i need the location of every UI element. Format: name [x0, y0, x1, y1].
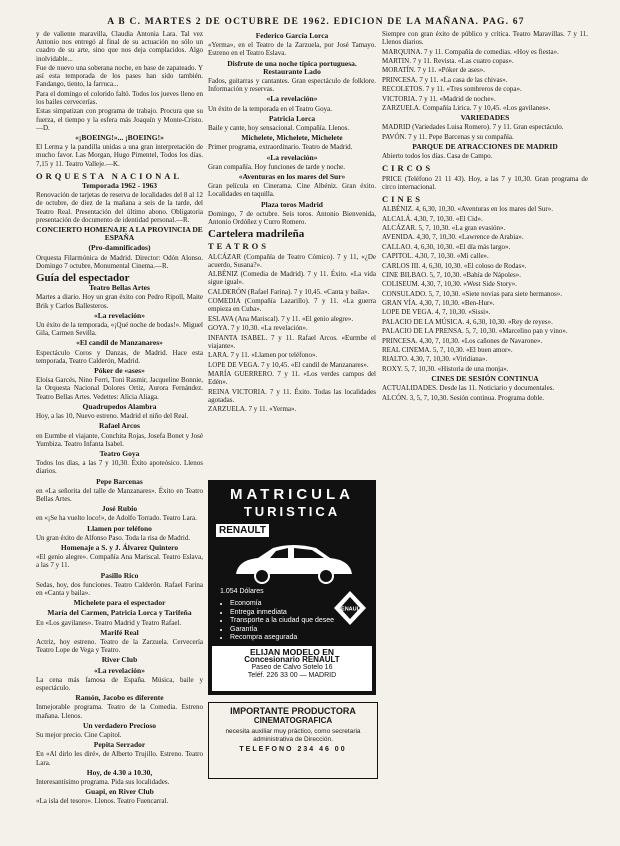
- paragraph: AVENIDA. 4,30, 7, 10,30. «Lawrence de Arabia».: [382, 233, 524, 242]
- paragraph: Un éxito de la temporada en el Teatro Goya.: [208, 104, 332, 113]
- ad-dealer-box: [212, 646, 372, 691]
- paragraph: REAL CINEMA. 5, 7, 10,30. «El buen amor».: [382, 346, 513, 355]
- renault-advertisement: [208, 480, 376, 695]
- paragraph: en «¡Se ha vuelto loco!», de Adolfo Torrado. Teatro Lara.: [36, 514, 197, 523]
- paragraph: Para el domingo el colorido faltó. Todos los jueves lleno en los bailes cervecerías.: [36, 89, 203, 106]
- productora-advertisement: [208, 702, 378, 779]
- paragraph: GOYA. 7 y 10,30. «La revelación».: [208, 324, 308, 333]
- paragraph: GRAN VÍA. 4,30, 7, 10,30. «Ben-Hur».: [382, 299, 495, 308]
- heading: Llamen por teléfono: [87, 523, 152, 533]
- column-middle: [208, 30, 376, 480]
- heading: Disfrute de una noche típica portuguesa. Restaurante Lado: [227, 58, 357, 76]
- paragraph: En «Al dirlo les diré», de Alberto Trujillo. Estreno. Teatro Lara.: [36, 750, 203, 767]
- paragraph: PALACIO DE LA PRENSA. 5, 7, 10,30. «Marcelino pan y vino».: [382, 327, 568, 336]
- paragraph: En «Los gavilanes». Teatro Madrid y Teatro Rafael.: [36, 618, 182, 627]
- heading: «La revelación»: [94, 665, 145, 675]
- paragraph: ALCÁZAR (Compañía de Teatro Cómico). 7 y 11, «¿De acuerdo, Susana?».: [208, 252, 376, 269]
- paragraph: LOPE DE VEGA. 7 y 10,45. «El candil de Manzanares».: [208, 360, 369, 369]
- heading: Rafael Arcos: [99, 421, 140, 431]
- paragraph: Sedas, hoy, dos funciones. Teatro Calderón. Rafael Farina en «Canta y baila».: [36, 580, 203, 597]
- heading: Pasillo Rico: [100, 570, 139, 580]
- heading: Michelete, Michelete, Michelete: [241, 133, 343, 143]
- paragraph: Un éxito de la temporada, «¡Qué noche de bodas!». Miguel Gila, Carmen Sevilla.: [36, 321, 203, 338]
- paragraph: PRINCESA. 7 y 11. «La casa de las chivas».: [382, 75, 508, 84]
- paragraph: Siempre con gran éxito de público y crítica. Teatro Maravillas. 7 y 11. Llenos diarios.: [382, 30, 588, 47]
- paragraph: CINE BILBAO. 5, 7, 10,30. «Bahía de Nápoles».: [382, 270, 522, 279]
- paragraph: Fue de nuevo una soberana noche, en base de zapateado. Y así esta temporada de los pases han sido también. Fandango, tiento, la farruca...: [36, 64, 203, 89]
- paragraph: Primer programa, extraordinario. Teatro de Madrid.: [208, 143, 353, 152]
- paragraph: CAPITOL. 4,30, 7, 10,30. «Mi calle».: [382, 252, 489, 261]
- paragraph: en «La señorita del talle de Manzanares». Éxito en Teatro Bellas Artes.: [36, 486, 203, 503]
- heading: CIRCOS: [382, 163, 434, 174]
- paragraph: ROXY. 5, 7, 10,30. «Historia de una monja».: [382, 364, 509, 373]
- paragraph: «Yerma», en el Teatro de la Zarzuela, por José Tamayo. Estreno en el Teatro Eslava.: [208, 41, 376, 58]
- ad2-title1: IMPORTANTE PRODUCTORA: [230, 706, 356, 716]
- paragraph: Domingo, 7 de octubre. Seis toros. Antonio Bienvenida, Antonio Ordóñez y Curro Romero.: [208, 209, 376, 227]
- ad-feature: • Garantía: [230, 626, 334, 635]
- ad-phone: Teléf. 226 33 00 — MADRID: [247, 672, 337, 679]
- paragraph: Espectáculo Coros y Danzas, de Madrid. Hace esta temporada, Teatro Calderón, Madrid.: [36, 348, 203, 365]
- ad-brand: RENAULT: [216, 524, 269, 537]
- heading: Guapi, en River Club: [85, 787, 154, 797]
- heading: José Rubio: [101, 504, 138, 514]
- paragraph: «La isla del tesoro». Llenos. Teatro Fuencarral.: [36, 797, 169, 806]
- paragraph: PALACIO DE LA MÚSICA. 4, 6,30, 10,30. «Rey de reyes».: [382, 317, 553, 326]
- heading: «La revelación»: [94, 310, 145, 320]
- heading: Michelete para el espectador: [73, 598, 166, 608]
- paragraph: Inmejorable programa. Teatro de la Comedia. Estreno mañana. Llenos.: [36, 703, 203, 720]
- paragraph: RECOLETOS. 7 y 11. «Tres sombreros de copa».: [382, 85, 522, 94]
- heading: VARIEDADES: [460, 113, 510, 123]
- heading: Plaza toros Madrid: [261, 199, 323, 209]
- paragraph: ALCÓN. 3, 5, 7, 10,30. Sesión continua. Programa doble.: [382, 393, 545, 402]
- paragraph: Gran película en Cinerama. Cine Albéniz. Gran éxito. Localidades en taquilla.: [208, 182, 376, 199]
- paragraph: Abierto todos los días. Casa de Campo.: [382, 152, 493, 161]
- paragraph: Interesantísimo programa. Pida sus localidades.: [36, 778, 170, 787]
- paragraph: COLISEUM. 4,30, 7, 10,30. «West Side Story».: [382, 280, 517, 289]
- heading: «¡BOEING!»... ¡BOEING!»: [75, 133, 164, 142]
- ad2-phone: TELEFONO 234 46 00: [239, 746, 347, 753]
- paragraph: «El genio alegre». Compañía Ana Mariscal. Teatro Eslava, a las 7 y 11.: [36, 553, 203, 570]
- paragraph: ZARZUELA. Compañía Lírica. 7 y 10,45. «Los gavilanes».: [382, 103, 551, 112]
- paragraph: PRINCESA. 4,30, 7, 10,30. «Los cañones de Navarone».: [382, 336, 543, 345]
- heading: Teatro Bellas Artes: [89, 283, 150, 293]
- paragraph: MARÍA GUERRERO. 7 y 11. «Los verdes campos del Edén».: [208, 370, 376, 387]
- ad-logo-text: RENAULT: [337, 606, 363, 613]
- ad-dealer: Concesionario RENAULT: [244, 655, 340, 664]
- ad-feature: • Transporte a la ciudad que desee: [230, 617, 334, 626]
- heading: Patricia Lorca: [268, 113, 316, 123]
- paragraph: y de valiente maravilla, Claudia Antonia Lara. Tal vez Antonio nos entregó al final de su actuación no sólo un cuadro de su arte, sino que nos deja complacidos. Algo inolvidable...: [36, 30, 203, 63]
- ad-title-line2: TURISTICA: [243, 504, 341, 519]
- paragraph: ESLAVA (Ana Mariscal). 7 y 11. «El genio alegre».: [208, 314, 354, 323]
- ad-choose: ELIJAN MODELO EN: [249, 647, 335, 657]
- paragraph: ALCALÁ. 4,30, 7, 10,30. «El Cid».: [382, 214, 483, 223]
- paragraph: Un gran éxito de Alfonso Paso. Toda la risa de Madrid.: [36, 533, 191, 542]
- paragraph: Baile y cante, hoy sensacional. Compañía. Llenos.: [208, 124, 350, 133]
- paragraph: CALDERÓN (Rafael Farina). 7 y 10,45. «Canta y baila».: [208, 287, 370, 296]
- heading: Un verdadero Precioso: [82, 720, 157, 730]
- ad-feature: • Economía: [230, 600, 334, 609]
- paragraph: MADRID (Variedades Luisa Romero). 7 y 11. Gran espectáculo.: [382, 123, 564, 132]
- paragraph: RIALTO. 4,30, 7, 10,30. «Viridiana».: [382, 355, 488, 364]
- paragraph: CARLOS III. 4, 6,30, 10,30. «El coloso de Rodas».: [382, 261, 527, 270]
- paragraph: CALLAO. 4, 6,30, 10,30. «El día más largo».: [382, 242, 511, 251]
- paragraph: VICTORIA. 7 y 11. «Madrid de noche».: [382, 94, 496, 103]
- paragraph: LARA. 7 y 11. «Llamen por teléfono».: [208, 351, 318, 360]
- paragraph: CONSULADO. 5, 7, 10,30. «Siete novias para siete hermanos».: [382, 289, 563, 298]
- heading: PARQUE DE ATRACCIONES DE MADRID: [412, 141, 558, 151]
- heading: River Club: [101, 655, 138, 665]
- heading: Quadrupedos Alambra: [82, 401, 157, 411]
- ad2-title2: CINEMATOGRAFICA: [253, 716, 333, 725]
- renault-logo-icon: [333, 590, 367, 626]
- heading: Hoy, de 4.30 a 10.30,: [86, 767, 153, 777]
- paragraph: ALBÉNIZ. 4, 6,30, 10,30. «Aventuras en los mares del Sur».: [382, 205, 553, 214]
- paragraph: COMEDIA (Compañía Lazarillo). 7 y 11. «La guerra empieza en Cuba».: [208, 297, 376, 314]
- paragraph: MARQUINA. 7 y 11. Compañía de comedias. «Hoy es fiesta».: [382, 47, 559, 56]
- heading: Teatro Goya: [99, 448, 140, 458]
- heading: María del Carmen, Patricia Lorca y Tarifeña: [47, 608, 192, 618]
- paragraph: ZARZUELA. 7 y 11. «Yerma».: [208, 405, 297, 414]
- paragraph: ALCÁZAR. 5, 7, 10,30. «La gran evasión».: [382, 223, 506, 232]
- heading: «La revelación»: [266, 152, 318, 162]
- heading: Ramón, Jacobo es diferente: [75, 693, 164, 703]
- column-right: [382, 30, 588, 835]
- heading: «Aventuras en los mares del Sur»: [238, 172, 346, 182]
- heading: TEATROS: [208, 241, 269, 252]
- heading: Marifé Real: [100, 627, 139, 637]
- heading: CONCIERTO HOMENAJE A LA PROVINCIA DE ESPAÑA: [36, 225, 203, 243]
- paragraph: ACTUALIDADES. Desde las 11. Noticiario y documentales.: [382, 384, 555, 393]
- paragraph: MORATÍN. 7 y 11. «Póker de ases».: [382, 66, 485, 75]
- paragraph: Eloísa Garcés, Nino Ferri, Toni Rasmir, Jacqueline Bonnie, la Orquesta Nacional Dolores Ortiz, Aurora Fernández. Teatro Bellas Artes. Vedettes: Alicia Aliaga.: [36, 376, 203, 401]
- ad-feature: • Entrega inmediata: [230, 609, 334, 618]
- paragraph: Renovación de tarjetas de reserva de localidades del 8 al 12 de octubre, de diez de la mañana a seis de la tarde, del Teatro Real. Presentación del último abono. Obligatoria presentación de documento de identidad personal.—R.: [36, 191, 203, 224]
- ad-price: 1.054 Dólares: [220, 588, 264, 595]
- heading: Federico García Lorca: [255, 31, 329, 40]
- paragraph: El Lerma y la pandilla unidas a una gran interpretación de mucho favor. Las Morgan, Hugo Pimentel, Todos los días. 7,15 y 11. Teatro Valleje.—K.: [36, 143, 203, 168]
- heading: ORQUESTA NACIONAL: [36, 170, 183, 181]
- paragraph: Gran compañía. Hoy funciones de tarde y noche.: [208, 162, 346, 171]
- paragraph: en Eurmbe el viajante, Conchita Rojas, Josefa Bonet y José Yumbiza. Teatro Infanta Isabel.: [36, 431, 203, 448]
- paragraph: Orquesta Filarmónica de Madrid. Director: Odón Alonso. Domingo 7 octubre, Monumental Cinema.—R.: [36, 253, 203, 270]
- column-left: [36, 30, 203, 835]
- paragraph: Su mejor precio. Cine Capitol.: [36, 731, 122, 739]
- heading: CINES: [382, 193, 423, 204]
- heading: Guía del espectador: [36, 272, 130, 285]
- paragraph: Actriz, hoy estreno. Teatro de la Zarzuela. Cervecería Teatro Lope de Vega y Teatro.: [36, 637, 203, 655]
- paragraph: ALBÉNIZ (Comedia de Madrid). 7 y 11. Éxito. «La vida sigue igual».: [208, 270, 376, 287]
- heading: «La revelación»: [266, 94, 318, 104]
- paragraph: REINA VICTORIA. 7 y 11. Éxito. Todas las localidades agotadas.: [208, 387, 376, 404]
- heading: Cartelera madrileña: [208, 228, 305, 241]
- paragraph: PRICE (Teléfono 21 11 43). Hoy, a las 7 y 10,30. Gran programa de circo internacional.: [382, 174, 588, 191]
- heading: «El candil de Manzanares»: [76, 338, 163, 348]
- ad-address: Paseo de Calvo Sotelo 16: [251, 664, 333, 671]
- heading: CINES DE SESIÓN CONTINUA: [431, 374, 539, 383]
- paragraph: INFANTA ISABEL. 7 y 11. Rafael Arcos. «Eurmbe el viajante».: [208, 333, 376, 350]
- heading: Temporada 1962 - 1963: [82, 181, 157, 191]
- paragraph: Martes a diario. Hoy un gran éxito con Pedro Ripoll, Maite Brik y Carlos Ballesteros.: [36, 293, 203, 310]
- page-header: A B C. MARTES 2 DE OCTUBRE DE 1962. EDICION DE LA MAÑANA. PAG. 67: [107, 17, 525, 27]
- heading: (Pro-damnificados): [88, 243, 151, 253]
- paragraph: LOPE DE VEGA. 4, 7, 10,30. «Sissi».: [382, 308, 491, 317]
- paragraph: MARTIN. 7 y 11. Revista. «Las cuatro copas».: [382, 56, 514, 65]
- ad-title-line1: MATRICULA: [229, 486, 355, 503]
- paragraph: Hoy, a las 10, Nuevo estreno. Madrid el niño del Real.: [36, 412, 189, 421]
- car-icon: [228, 540, 358, 586]
- heading: Póker de «ases»: [94, 366, 145, 376]
- paragraph: Fados, guitarras y cantantes. Gran espectáculo de folklore. Información y reservas.: [208, 77, 376, 94]
- heading: Homenaje a S. y J. Álvarez Quintero: [60, 542, 179, 552]
- paragraph: La cena más famosa de España. Música, baile y espectáculo.: [36, 675, 203, 692]
- paragraph: Estas simpatizan con programa de trabajo. Procura que su fuerza, el tiempo y la esfera más Joaquín y Monte-Cristo.—D.: [36, 107, 203, 132]
- ad2-body: necesita auxiliar muy práctico, como secretaria administrativa de Dirección.: [225, 728, 361, 743]
- ad-features-list: [222, 600, 334, 643]
- heading: Pepe Barcenas: [96, 476, 143, 486]
- paragraph: PAVÓN. 7 y 11. Pepe Barcenas y su compañía.: [382, 132, 514, 141]
- paragraph: Todos los días, a las 7 y 10,30. Éxito apoteósico. Llenos diarios.: [36, 459, 203, 476]
- heading: Pepita Serrador: [93, 740, 146, 750]
- ad-feature: • Recompra asegurada: [230, 634, 334, 643]
